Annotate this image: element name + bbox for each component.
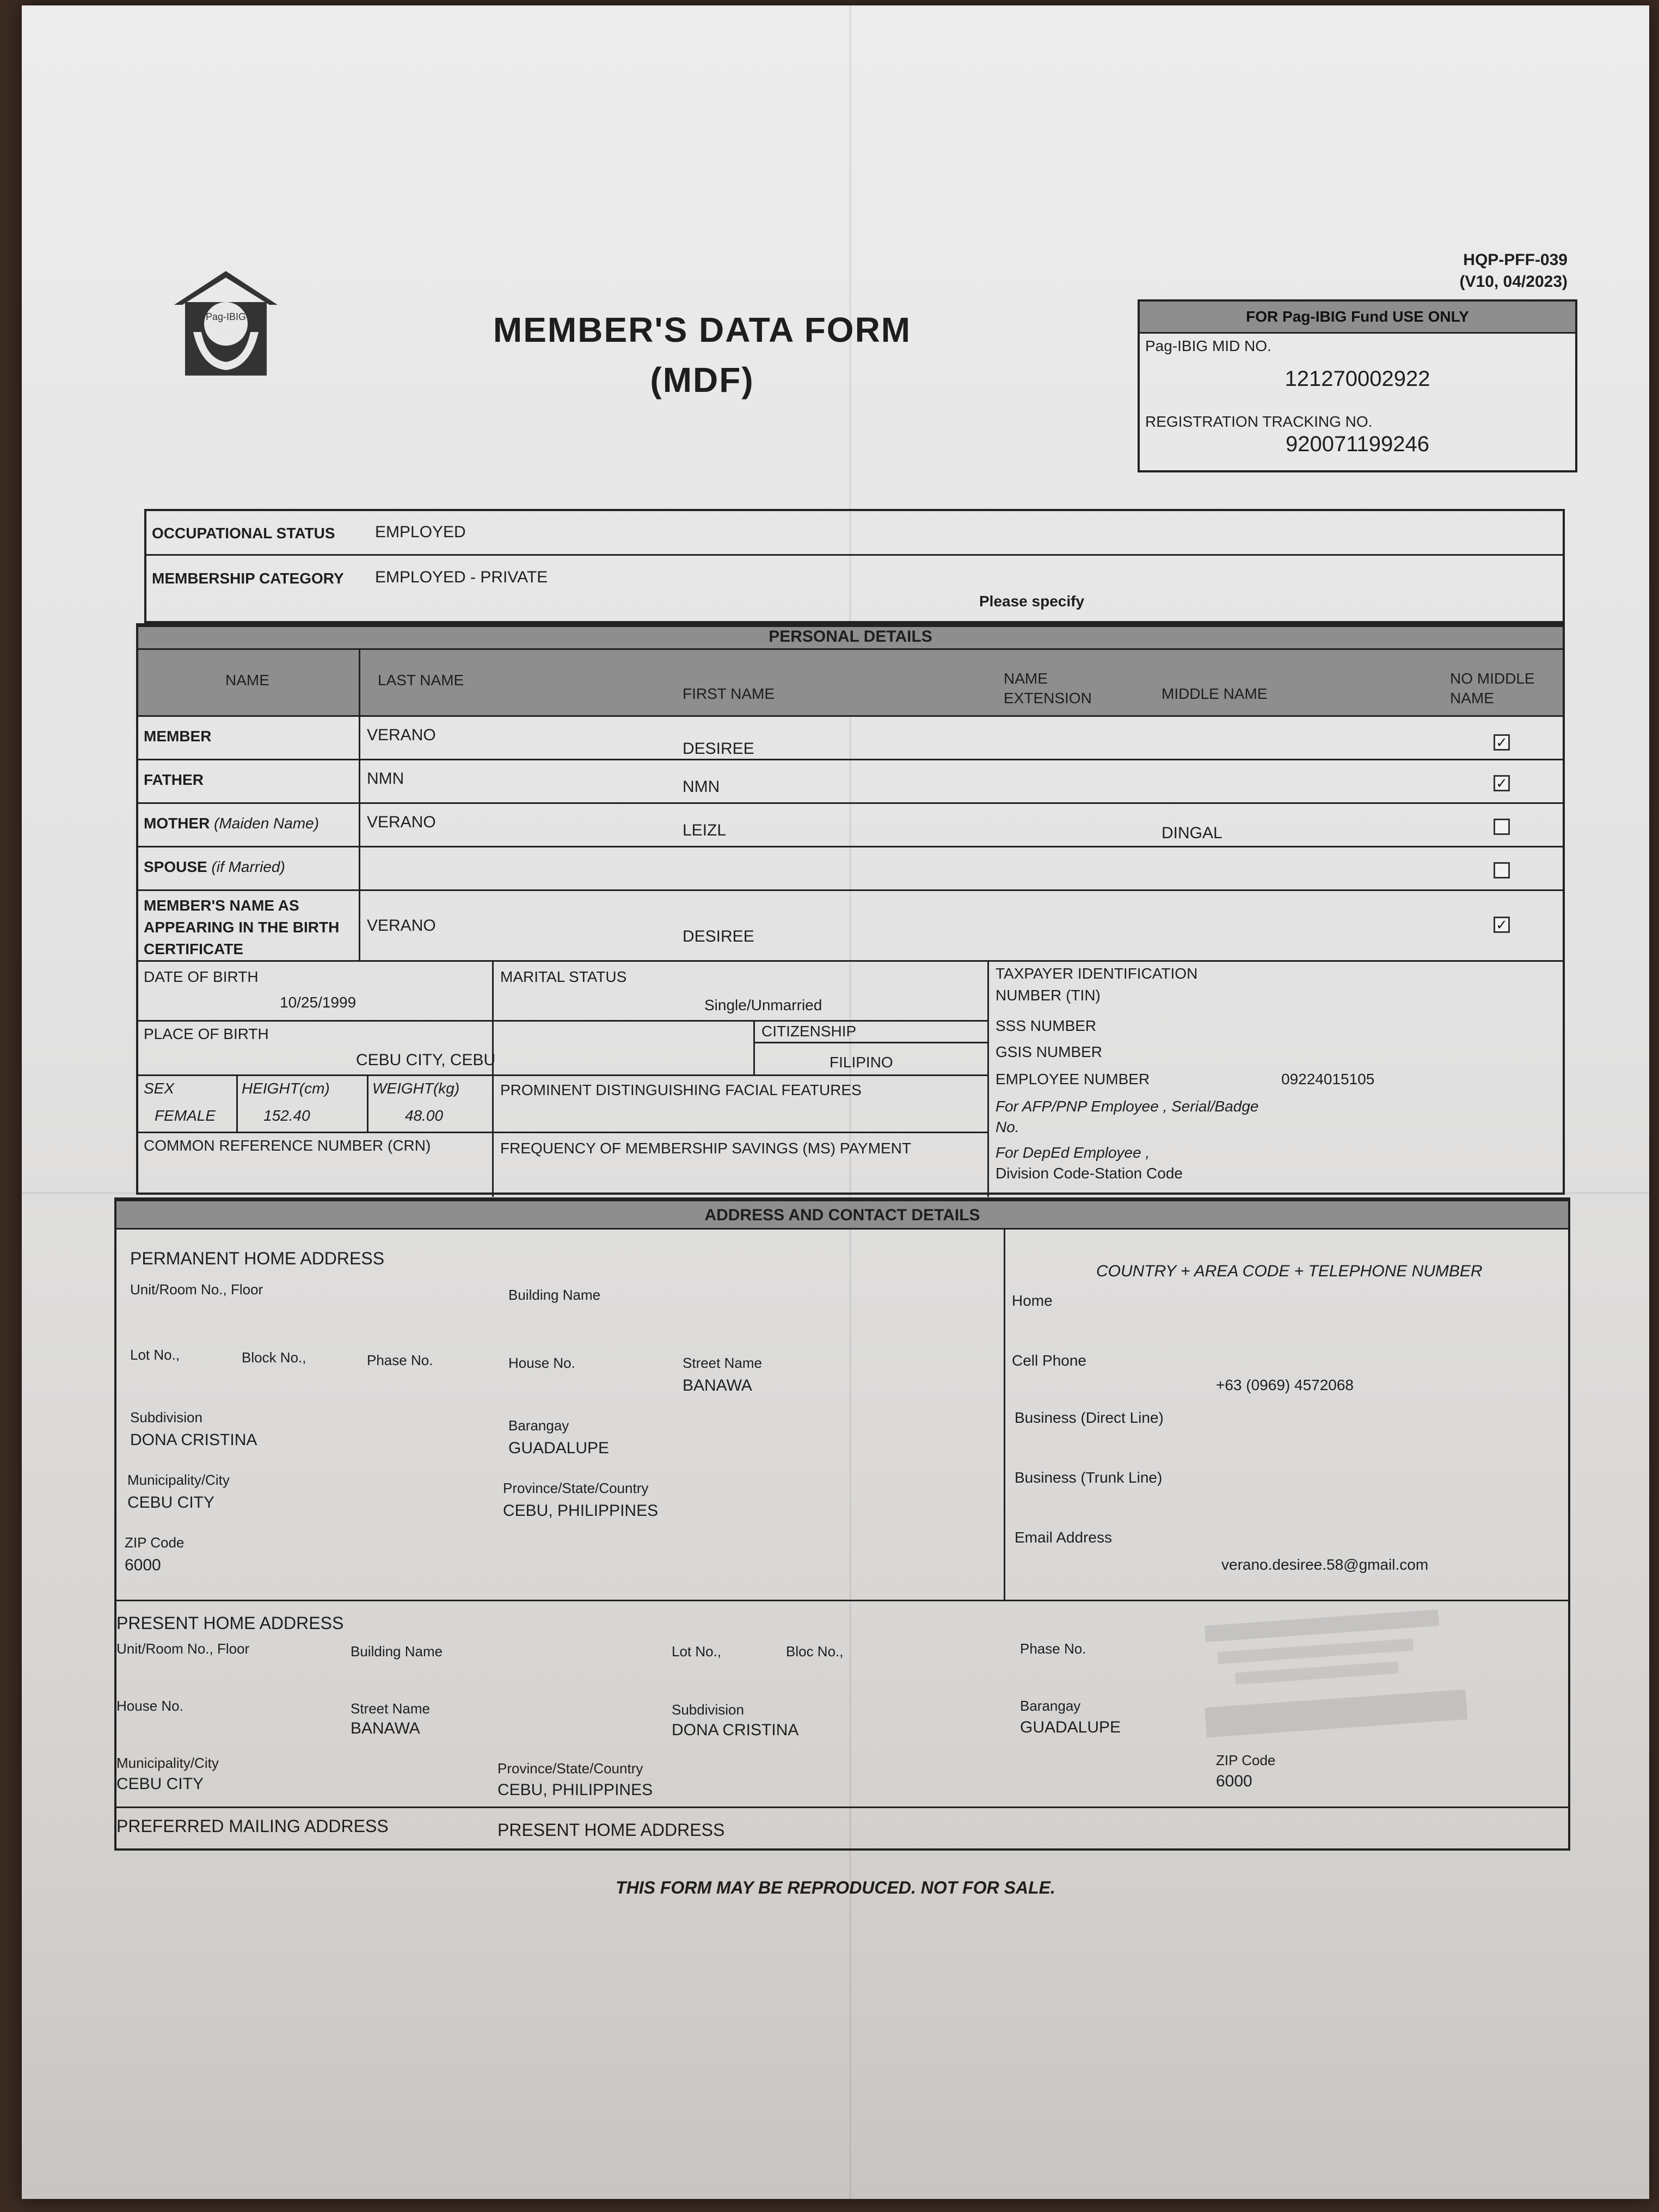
birth-cert-no-middle-checkbox[interactable]: ✓	[1494, 917, 1510, 933]
deped-label: For DepEd Employee , Division Code-Station Code	[996, 1144, 1183, 1182]
perm-house-label: House No.	[508, 1355, 575, 1371]
member-first-name: DESIREE	[683, 740, 754, 758]
membership-category-label: MEMBERSHIP CATEGORY	[152, 570, 344, 587]
height-label: HEIGHT(cm)	[242, 1080, 330, 1097]
birth-cert-first-name: DESIREE	[683, 927, 754, 945]
col-name-extension: NAME EXTENSION	[1004, 670, 1092, 706]
business-trunk-label: Business (Trunk Line)	[1015, 1469, 1163, 1486]
form-footer: THIS FORM MAY BE REPRODUCED. NOT FOR SALE.	[616, 1878, 1055, 1897]
occupational-status-value: EMPLOYED	[375, 523, 466, 541]
business-direct-label: Business (Direct Line)	[1015, 1409, 1164, 1426]
col-last-name: LAST NAME	[378, 672, 464, 689]
birth-cert-last-name: VERANO	[367, 917, 436, 935]
pres-barangay-label: Barangay	[1020, 1698, 1081, 1714]
occupational-status-label: OCCUPATIONAL STATUS	[152, 525, 335, 542]
contact-column-header: COUNTRY + AREA CODE + TELEPHONE NUMBER	[1096, 1262, 1483, 1280]
sss-label: SSS NUMBER	[996, 1017, 1097, 1034]
perm-province-label: Province/State/Country	[503, 1480, 649, 1496]
member-no-middle-checkbox[interactable]: ✓	[1494, 734, 1510, 751]
perm-street-label: Street Name	[683, 1355, 762, 1371]
perm-subdivision-value: DONA CRISTINA	[130, 1431, 257, 1449]
personal-details-title: PERSONAL DETAILS	[769, 628, 932, 646]
perm-zip-label: ZIP Code	[125, 1534, 185, 1551]
mother-first-name: LEIZL	[683, 821, 727, 839]
col-middle-name: MIDDLE NAME	[1162, 685, 1268, 702]
marital-status-label: MARITAL STATUS	[500, 968, 627, 985]
perm-street-value: BANAWA	[683, 1377, 752, 1394]
form-paper	[22, 5, 1649, 2199]
email-label: Email Address	[1015, 1529, 1112, 1546]
tin-label: TAXPAYER IDENTIFICATION NUMBER (TIN)	[996, 965, 1198, 1004]
rtn-value: 920071199246	[1286, 432, 1429, 456]
mother-middle-name: DINGAL	[1162, 824, 1222, 842]
col-no-middle-name: NO MIDDLE NAME	[1450, 670, 1535, 706]
form-code: HQP-PFF-039 (V10, 04/2023)	[1459, 251, 1568, 291]
received-stamp-mark	[1199, 1596, 1480, 1756]
citizenship-label: CITIZENSHIP	[761, 1023, 857, 1040]
membership-category-value: EMPLOYED - PRIVATE	[375, 568, 548, 586]
perm-unit-label: Unit/Room No., Floor	[130, 1281, 263, 1298]
address-contact-section	[114, 1197, 1570, 1851]
pres-unit-label: Unit/Room No., Floor	[116, 1640, 250, 1657]
pres-subdivision-label: Subdivision	[672, 1701, 744, 1718]
pres-barangay-value: GUADALUPE	[1020, 1718, 1121, 1736]
sex-value: FEMALE	[155, 1107, 216, 1124]
rtn-label: REGISTRATION TRACKING NO.	[1145, 413, 1373, 430]
perm-phase-label: Phase No.	[367, 1352, 433, 1368]
perm-barangay-value: GUADALUPE	[508, 1439, 610, 1457]
pres-province-value: CEBU, PHILIPPINES	[497, 1781, 653, 1799]
pag-ibig-logo	[169, 267, 283, 381]
pres-street-value: BANAWA	[351, 1719, 420, 1737]
email-value: verano.desiree.58@gmail.com	[1221, 1556, 1429, 1573]
gsis-label: GSIS NUMBER	[996, 1043, 1103, 1060]
perm-block-label: Block No.,	[242, 1349, 306, 1366]
sex-label: SEX	[144, 1080, 175, 1097]
member-last-name: VERANO	[367, 726, 436, 744]
pres-phase-label: Phase No.	[1020, 1640, 1086, 1657]
employee-number-value: 09224015105	[1281, 1071, 1375, 1087]
pres-zip-value: 6000	[1216, 1772, 1252, 1790]
spouse-no-middle-checkbox[interactable]	[1494, 862, 1510, 878]
weight-label: WEIGHT(kg)	[372, 1080, 460, 1097]
row-mother-label: MOTHER (Maiden Name)	[144, 815, 319, 832]
cell-phone-value: +63 (0969) 4572068	[1216, 1377, 1354, 1393]
mother-no-middle-checkbox[interactable]	[1494, 819, 1510, 835]
address-contact-title: ADDRESS AND CONTACT DETAILS	[704, 1206, 980, 1224]
pres-building-label: Building Name	[351, 1643, 443, 1660]
personal-details-section	[136, 623, 1565, 1195]
perm-municipality-label: Municipality/City	[127, 1472, 230, 1488]
dob-label: DATE OF BIRTH	[144, 968, 259, 985]
father-first-name: NMN	[683, 778, 720, 796]
row-father-label: FATHER	[144, 771, 204, 788]
facial-features-label: PROMINENT DISTINGUISHING FACIAL FEATURES	[500, 1082, 862, 1098]
fund-use-only-box	[1138, 299, 1577, 472]
row-member-label: MEMBER	[144, 728, 212, 745]
home-phone-label: Home	[1012, 1292, 1053, 1309]
col-first-name: FIRST NAME	[683, 685, 775, 702]
pres-street-label: Street Name	[351, 1700, 430, 1717]
mid-value: 121270002922	[1285, 367, 1430, 391]
pres-block-label: Bloc No.,	[786, 1643, 844, 1660]
perm-barangay-label: Barangay	[508, 1417, 569, 1434]
afp-pnp-label: For AFP/PNP Employee , Serial/Badge No.	[996, 1098, 1259, 1135]
pob-label: PLACE OF BIRTH	[144, 1025, 269, 1042]
pres-municipality-value: CEBU CITY	[116, 1775, 204, 1793]
pres-province-label: Province/State/Country	[497, 1760, 643, 1777]
pres-zip-label: ZIP Code	[1216, 1752, 1276, 1768]
form-title: MEMBER'S DATA FORM (MDF)	[493, 310, 912, 400]
please-specify-label: Please specify	[979, 593, 1085, 610]
birth-cert-name-label: MEMBER'S NAME AS APPEARING IN THE BIRTH CERTIFICATE	[144, 897, 340, 957]
pres-house-label: House No.	[116, 1698, 183, 1714]
row-spouse-label: SPOUSE (if Married)	[144, 858, 285, 875]
status-section	[144, 509, 1565, 623]
perm-building-label: Building Name	[508, 1287, 601, 1303]
svg-text:Pag-IBIG: Pag-IBIG	[205, 311, 247, 322]
fund-use-header: FOR Pag-IBIG Fund USE ONLY	[1140, 302, 1575, 334]
perm-subdivision-label: Subdivision	[130, 1409, 202, 1425]
present-address-title: PRESENT HOME ADDRESS	[116, 1613, 344, 1633]
father-no-middle-checkbox[interactable]: ✓	[1494, 775, 1510, 791]
employee-number-label: EMPLOYEE NUMBER	[996, 1071, 1150, 1087]
pob-value: CEBU CITY, CEBU	[356, 1051, 496, 1069]
mid-label: Pag-IBIG MID NO.	[1145, 337, 1271, 354]
pres-subdivision-value: DONA CRISTINA	[672, 1721, 799, 1739]
pres-lot-label: Lot No.,	[672, 1643, 722, 1660]
weight-value: 48.00	[405, 1107, 444, 1124]
perm-lot-label: Lot No.,	[130, 1347, 180, 1363]
marital-status-value: Single/Unmarried	[704, 997, 822, 1013]
col-name: NAME	[225, 672, 269, 689]
mailing-address-label: PREFERRED MAILING ADDRESS	[116, 1816, 389, 1836]
pres-municipality-label: Municipality/City	[116, 1755, 219, 1771]
permanent-address-title: PERMANENT HOME ADDRESS	[130, 1249, 385, 1268]
father-last-name: NMN	[367, 770, 404, 788]
mailing-address-value: PRESENT HOME ADDRESS	[497, 1820, 725, 1840]
perm-municipality-value: CEBU CITY	[127, 1494, 215, 1511]
dob-value: 10/25/1999	[280, 994, 357, 1011]
cell-phone-label: Cell Phone	[1012, 1352, 1086, 1369]
citizenship-value: FILIPINO	[830, 1054, 893, 1071]
mother-last-name: VERANO	[367, 813, 436, 831]
ms-payment-label: FREQUENCY OF MEMBERSHIP SAVINGS (MS) PAYMENT	[500, 1140, 912, 1157]
perm-province-value: CEBU, PHILIPPINES	[503, 1502, 659, 1520]
height-value: 152.40	[263, 1107, 310, 1124]
perm-zip-value: 6000	[125, 1556, 161, 1574]
crn-label: COMMON REFERENCE NUMBER (CRN)	[144, 1137, 431, 1154]
